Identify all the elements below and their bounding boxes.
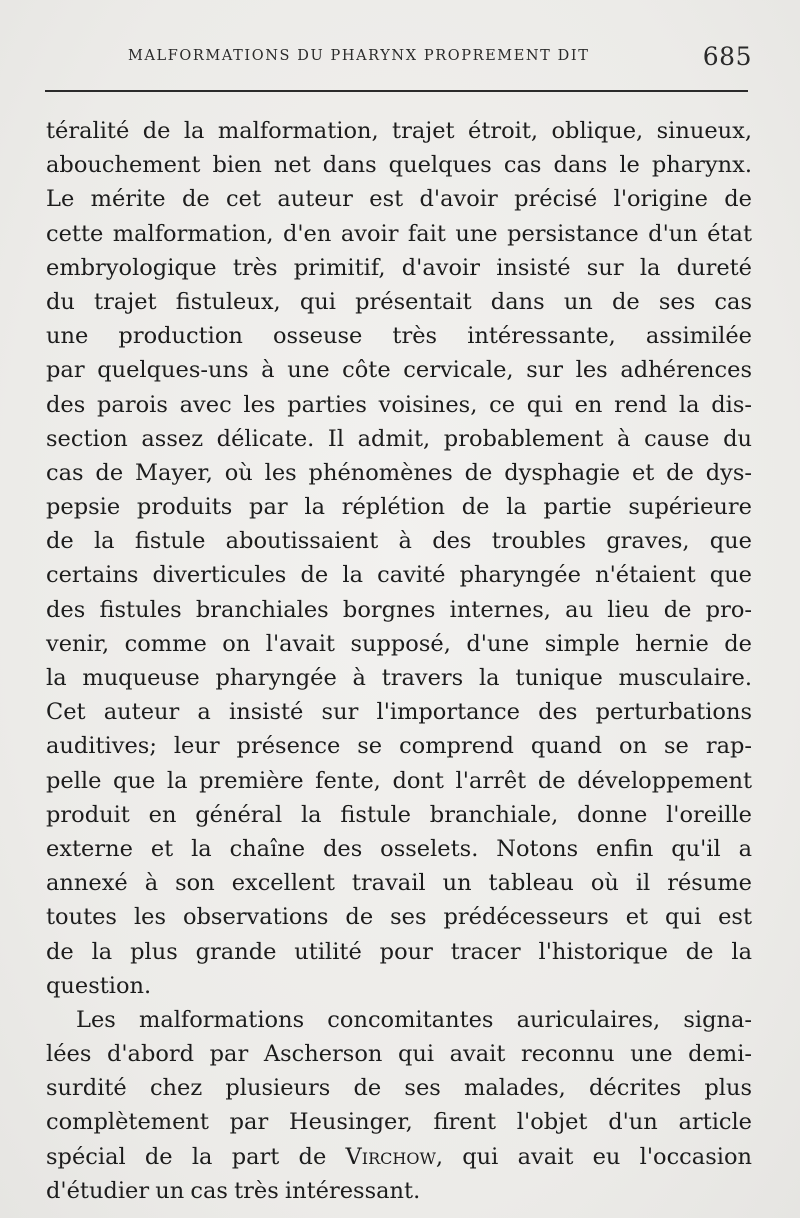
text-line: de la fistule aboutissaient à des troubles graves, que xyxy=(46,528,752,555)
text-line: externe et la chaîne des osselets. Notons enfin qu'il a xyxy=(46,835,752,862)
text-line: section assez délicate. Il admit, probablement à cause du xyxy=(46,425,752,452)
text-line: auditives; leur présence se comprend quand on se rap- xyxy=(46,733,752,760)
text-line: cette malformation, d'en avoir fait une persistance d'un état xyxy=(46,220,752,247)
text-line: Cet auteur a insisté sur l'importance des perturbations xyxy=(46,699,752,726)
text-line: par quelques-uns à une côte cervicale, sur les adhérences xyxy=(46,357,752,384)
text-line: une production osseuse très intéressante, assimilée xyxy=(46,323,752,350)
text-line: produit en général la fistule branchiale, donne l'oreille xyxy=(46,801,752,828)
text-line: Le mérite de cet auteur est d'avoir précisé l'origine de xyxy=(46,186,752,213)
text-line: cas de Mayer, où les phénomènes de dysphagie et de dys- xyxy=(46,459,752,486)
text-line: question. xyxy=(46,972,152,999)
body-text xyxy=(46,114,752,1208)
text-line: abouchement bien net dans quelques cas dans le pharynx. xyxy=(46,152,752,179)
text-line: venir, comme on l'avait supposé, d'une simple hernie de xyxy=(46,630,752,657)
text-line: du trajet fistuleux, qui présentait dans un de ses cas xyxy=(46,288,752,315)
text-line: surdité chez plusieurs de ses malades, décrites plus xyxy=(46,1075,752,1102)
text-line: de la plus grande utilité pour tracer l'historique de la xyxy=(46,938,752,965)
text-line: complètement par Heusinger, firent l'objet d'un article xyxy=(46,1109,752,1136)
paragraph-1 xyxy=(46,114,752,1003)
text-line: toutes les observations de ses prédécesseurs et qui est xyxy=(46,904,752,931)
text-line: lées d'abord par Ascherson qui avait reconnu une demi- xyxy=(46,1041,752,1068)
page-number: 685 xyxy=(702,42,752,71)
text-line xyxy=(46,1140,752,1174)
running-head xyxy=(128,42,752,74)
text-line: Les malformations concomitantes auriculaires, signa- xyxy=(76,1006,752,1033)
text-segment: , qui avait eu l'occasion xyxy=(435,1143,752,1170)
text-line: d'étudier un cas très intéressant. xyxy=(46,1177,421,1204)
text-line: des parois avec les parties voisines, ce qui en rend la dis- xyxy=(46,391,752,418)
text-line: pelle que la première fente, dont l'arrêt de développement xyxy=(46,767,752,794)
text-line: certains diverticules de la cavité pharyngée n'étaient que xyxy=(46,562,752,589)
running-title: MALFORMATIONS DU PHARYNX PROPREMENT DIT xyxy=(128,48,590,64)
author-name: Virchow xyxy=(345,1143,436,1170)
header-rule xyxy=(45,90,748,92)
text-line: embryologique très primitif, d'avoir insisté sur la dureté xyxy=(46,254,752,281)
text-line: annexé à son excellent travail un tableau où il résume xyxy=(46,870,752,897)
text-line: la muqueuse pharyngée à travers la tunique musculaire. xyxy=(46,665,752,691)
text-line: téralité de la malformation, trajet étroit, oblique, sinueux, xyxy=(46,118,752,144)
text-line: pepsie produits par la réplétion de la partie supérieure xyxy=(46,494,752,521)
text-line: des fistules branchiales borgnes internes, au lieu de pro- xyxy=(46,596,752,623)
paragraph-2 xyxy=(46,1003,752,1208)
text-segment: spécial de la part de xyxy=(46,1143,346,1170)
